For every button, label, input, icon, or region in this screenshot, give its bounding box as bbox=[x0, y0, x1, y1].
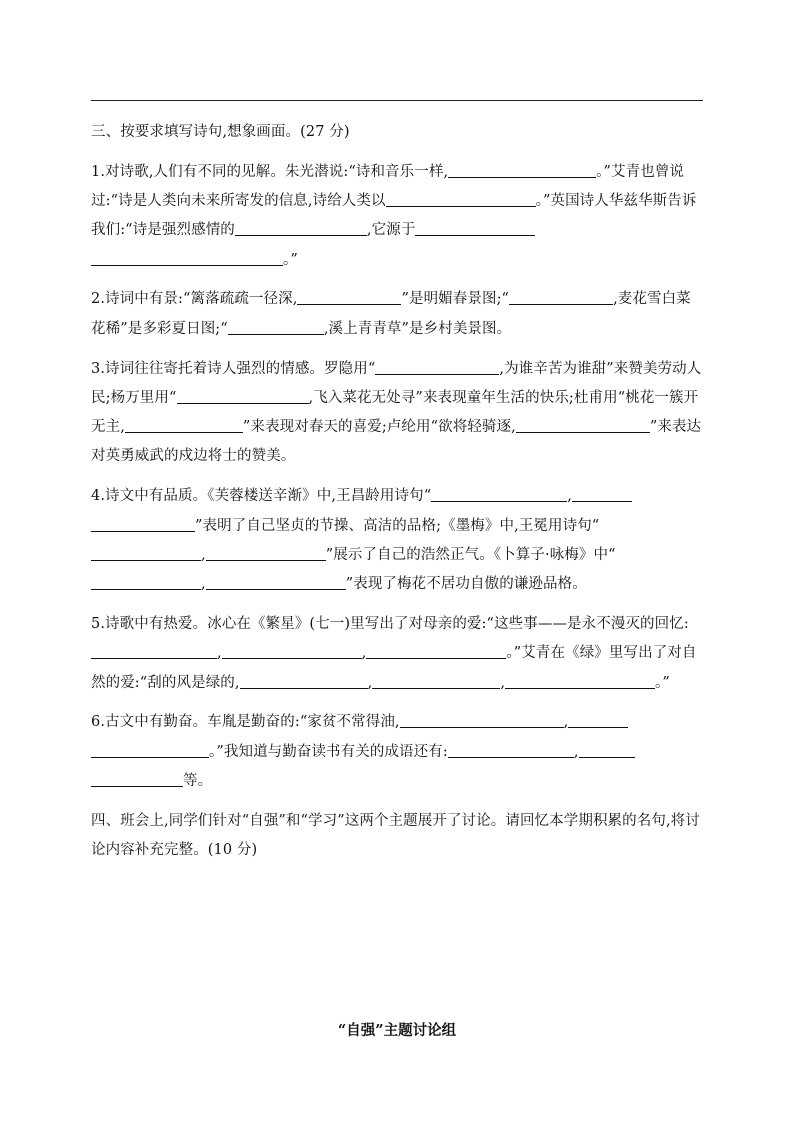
answer-blank[interactable] bbox=[125, 414, 243, 433]
question-2: 2.诗词中有景:“篱落疏疏一径深, ”是明媚春景图;“ ,麦花雪白菜花稀”是多彩夏日图;“ ,溪上青青草”是乡村美景图。 bbox=[91, 285, 705, 344]
worksheet-body bbox=[91, 118, 705, 876]
answer-blank[interactable] bbox=[431, 483, 567, 502]
answer-blank[interactable] bbox=[240, 670, 368, 689]
answer-blank[interactable] bbox=[375, 356, 499, 375]
answer-blank[interactable] bbox=[372, 670, 500, 689]
answer-blank[interactable] bbox=[579, 739, 635, 758]
answer-blank[interactable] bbox=[568, 709, 628, 728]
header-rule bbox=[91, 100, 703, 101]
discussion-group-heading: “自强”主题讨论组 bbox=[337, 1022, 457, 1039]
answer-blank[interactable] bbox=[415, 217, 535, 236]
answer-blank[interactable] bbox=[91, 640, 217, 659]
answer-blank[interactable] bbox=[366, 640, 506, 659]
answer-blank[interactable] bbox=[235, 217, 367, 236]
answer-blank[interactable] bbox=[505, 670, 655, 689]
question-4: 4.诗文中有品质。《芙蓉楼送辛渐》中,王昌龄用诗句“ ,”表明了自己坚贞的节操、高洁的品格;《墨梅》中,王冕用诗句“, ”展示了自己的浩然正气。《卜算子·咏梅》中“, ”表现了梅花不居功自傲的谦逊品格。 bbox=[91, 482, 705, 599]
answer-blank[interactable] bbox=[448, 739, 574, 758]
answer-blank[interactable] bbox=[91, 542, 201, 561]
answer-blank[interactable] bbox=[91, 247, 283, 266]
answer-blank[interactable] bbox=[297, 286, 401, 305]
answer-blank[interactable] bbox=[91, 739, 209, 758]
answer-blank[interactable] bbox=[572, 483, 632, 502]
question-6: 6.古文中有勤奋。车胤是勤奋的:“家贫不常得油, ,。”我知道与勤奋读书有关的成语还有: ,等。 bbox=[91, 708, 705, 796]
answer-blank[interactable] bbox=[448, 159, 596, 178]
answer-blank[interactable] bbox=[386, 188, 536, 207]
answer-blank[interactable] bbox=[206, 571, 346, 590]
answer-blank[interactable] bbox=[222, 640, 362, 659]
answer-blank[interactable] bbox=[228, 316, 324, 335]
answer-blank[interactable] bbox=[206, 542, 326, 561]
answer-blank[interactable] bbox=[400, 709, 564, 728]
answer-blank[interactable] bbox=[91, 513, 195, 532]
answer-blank[interactable] bbox=[516, 414, 650, 433]
question-1: 1.对诗歌,人们有不同的见解。朱光潜说:“诗和音乐一样, 。”艾青也曾说过:“诗是人类向未来所寄发的信息,诗给人类以 。”英国诗人华兹华斯告诉我们:“诗是强烈感情的 ,它源于。” bbox=[91, 158, 705, 275]
question-5: 5.诗歌中有热爱。冰心在《繁星》(七一)里写出了对母亲的爱:“这些事——是永不漫灭的回忆:, , 。”艾青在《绿》里写出了对自然的爱:“刮的风是绿的, , , 。” bbox=[91, 615, 697, 691]
answer-blank[interactable] bbox=[509, 286, 613, 305]
section-4-title: 四、班会上,同学们针对“自强”和“学习”这两个主题展开了讨论。请回忆本学期积累的名句,将讨论内容补充完整。(10 分) bbox=[91, 812, 700, 859]
answer-blank[interactable] bbox=[177, 385, 309, 404]
section-3-title: 三、按要求填写诗句,想象画面。(27 分) bbox=[91, 124, 350, 140]
answer-blank[interactable] bbox=[91, 768, 183, 787]
answer-blank[interactable] bbox=[91, 571, 201, 590]
question-3: 3.诗词往往寄托着诗人强烈的情感。罗隐用“ ,为谁辛苦为谁甜”来赞美劳动人民;杨万里用“ ,飞入菜花无处寻”来表现童年生活的快乐;杜甫用“桃花一簇开无主, ”来表现对春天的喜爱;卢纶用“欲将轻骑逐, ”来表达对英勇威武的戍边将士的赞美。 bbox=[91, 355, 705, 472]
